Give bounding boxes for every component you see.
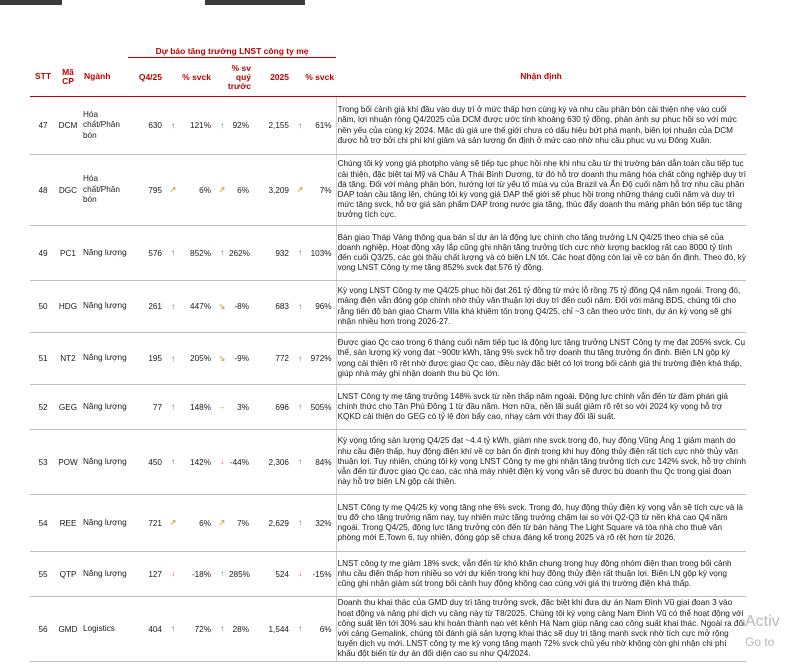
stt-cell: 56 bbox=[30, 597, 56, 662]
trend-indicator bbox=[166, 597, 180, 662]
stt-cell: 55 bbox=[30, 552, 56, 597]
col-yoy: % svck bbox=[166, 58, 215, 97]
profit-2025-cell: 1,544 bbox=[253, 597, 293, 662]
table-row bbox=[30, 226, 746, 281]
yoy-2025-cell: 32% bbox=[307, 495, 336, 552]
profit-2025-cell: 524 bbox=[253, 552, 293, 597]
trend-indicator bbox=[166, 333, 180, 385]
q4-profit-cell: 576 bbox=[128, 226, 166, 281]
comment-cell: Chúng tôi kỳ vọng giá photpho vàng sẽ tiếp tục phục hồi nhẹ khi nhu cầu từ thị trường bán dẫn toàn cầu tiếp tục cải thiện, đặc biệt tại Mỹ và Châu Á Thái Bình Dương, từ đó hỗ trợ doanh thu mảng hóa chất công nghiệp duy trì đà tăng. Đối với mảng phân bón, hướng lợi từ yếu tố mùa vụ của Brazil và Ấn Độ cuối năm hỗ trợ nhu cầu phân DAP toàn cầu tăng lên, chúng tôi kỳ vọng giá DAP thế giới sẽ phục hồi trong những tháng cuối năm và duy trì mức tăng svck, hỗ trợ giá sản phẩm DAP trong nước gia tăng, thúc đẩy doanh thu mảng phân bón tiếp tục tăng trưởng tích cực. bbox=[336, 155, 746, 226]
q4-profit-cell: 261 bbox=[128, 281, 166, 333]
arrow-down-icon: ↓ bbox=[297, 569, 303, 578]
col-2025: 2025 bbox=[253, 58, 293, 97]
arrow-right-icon: → bbox=[217, 402, 227, 411]
profit-2025-cell: 2,155 bbox=[253, 97, 293, 155]
sector-cell: Năng lượng bbox=[80, 430, 128, 495]
col-qoq: % sv quý trước bbox=[215, 58, 253, 97]
arrow-up-right-icon: ↗ bbox=[296, 185, 304, 194]
col-yoy2: % svck bbox=[293, 58, 336, 97]
arrow-up-icon: ↑ bbox=[297, 624, 303, 633]
yoy-2025-cell: 84% bbox=[307, 430, 336, 495]
arrow-up-icon: ↑ bbox=[170, 402, 176, 411]
trend-indicator bbox=[166, 155, 180, 226]
trend-indicator bbox=[293, 155, 307, 226]
qoq-cell: 285% bbox=[229, 552, 253, 597]
q4-profit-cell: 450 bbox=[128, 430, 166, 495]
ticker-cell: PC1 bbox=[56, 226, 80, 281]
trend-indicator bbox=[215, 155, 229, 226]
comment-cell: Được giao Qc cao trong 6 tháng cuối năm tiếp tục là động lực tăng trưởng LNST Công ty mẹ đạt 205% svck. Cụ thể, sản lượng kỳ vọng đạt ~900tr kWh, tăng 9% svck hỗ trợ doanh thu tăng trưởng ổn định. Biên LN gộp kỳ vọng cải thiện rõ rệt nhờ được giao Qc cao, điều này đặc biệt có lợi trong bối cảnh giá thị trường điện khá thấp, giúp nhà máy ghi nhận doanh thu bù Qc lớn. bbox=[336, 333, 746, 385]
arrow-up-right-icon: ↗ bbox=[218, 185, 226, 194]
trend-indicator bbox=[293, 552, 307, 597]
trend-indicator bbox=[166, 430, 180, 495]
q4-profit-cell: 77 bbox=[128, 385, 166, 430]
table-row bbox=[30, 155, 746, 226]
profit-2025-cell: 683 bbox=[253, 281, 293, 333]
arrow-up-icon: ↑ bbox=[219, 569, 225, 578]
stt-cell: 51 bbox=[30, 333, 56, 385]
trend-indicator bbox=[293, 430, 307, 495]
ticker-cell: NT2 bbox=[56, 333, 80, 385]
sector-cell: Năng lượng bbox=[80, 333, 128, 385]
comment-cell: Bàn giao Tháp Vàng thông qua bán sỉ dự án là động lực chính cho tăng trưởng LN Q4/25 theo chia sẻ của doanh nghiệp. Hoạt động xây lắp cũng ghi nhận tăng trưởng tích cực nhờ lượng backlog rất cao 8000 tỷ tính đến cuối Q3/25, các gói thầu chất lượng và có biên LN tốt. Các hoạt động còn lại về cơ bản ổn định. Theo đó, kỳ vọng LNST Công ty mẹ tăng 852% svck đạt 576 tỷ đồng. bbox=[336, 226, 746, 281]
windows-activation-watermark: Activ Go to bbox=[745, 613, 780, 649]
arrow-down-right-icon: ↘ bbox=[218, 353, 226, 363]
qoq-cell: 3% bbox=[229, 385, 253, 430]
q4-profit-cell: 795 bbox=[128, 155, 166, 226]
profit-2025-cell: 2,629 bbox=[253, 495, 293, 552]
yoy-2025-cell: -15% bbox=[307, 552, 336, 597]
qoq-cell: 7% bbox=[229, 495, 253, 552]
q4-profit-cell: 127 bbox=[128, 552, 166, 597]
qoq-cell: -9% bbox=[229, 333, 253, 385]
yoy-2025-cell: 7% bbox=[307, 155, 336, 226]
col-q4: Q4/25 bbox=[128, 58, 166, 97]
stt-cell: 50 bbox=[30, 281, 56, 333]
col-comment: Nhận định bbox=[336, 58, 746, 97]
trend-indicator bbox=[215, 226, 229, 281]
yoy-cell: 142% bbox=[180, 430, 215, 495]
sector-cell: Hóa chất/Phân bón bbox=[80, 97, 128, 155]
q4-profit-cell: 721 bbox=[128, 495, 166, 552]
arrow-down-right-icon: ↘ bbox=[218, 301, 226, 311]
trend-indicator bbox=[293, 597, 307, 662]
q4-profit-cell: 404 bbox=[128, 597, 166, 662]
comment-cell: LNST công ty mẹ giảm 18% svck, vẫn đến từ khó khăn chung trong huy động nhóm điện than trong bối cảnh nhu cầu điện thấp hơn nhiều so với dự kiến trong khi huy động thủy điện rất thuận lợi. Biên LN gộp kỳ vọng cũng ghi nhận giảm sút trong bối cảnh huy động không cao cùng với giá thị trường điện khá thấp. bbox=[336, 552, 746, 597]
stt-cell: 52 bbox=[30, 385, 56, 430]
trend-indicator bbox=[166, 385, 180, 430]
trend-indicator bbox=[293, 281, 307, 333]
stt-cell: 47 bbox=[30, 97, 56, 155]
yoy-cell: 852% bbox=[180, 226, 215, 281]
table-row bbox=[30, 281, 746, 333]
sector-cell: Năng lượng bbox=[80, 385, 128, 430]
trend-indicator bbox=[215, 597, 229, 662]
trend-indicator bbox=[166, 552, 180, 597]
stt-cell: 53 bbox=[30, 430, 56, 495]
yoy-cell: 6% bbox=[180, 495, 215, 552]
arrow-up-icon: ↑ bbox=[170, 120, 176, 130]
arrow-up-icon: ↑ bbox=[219, 624, 225, 633]
trend-indicator bbox=[215, 281, 229, 333]
arrow-down-icon: ↓ bbox=[219, 457, 225, 466]
qoq-cell: 92% bbox=[229, 97, 253, 155]
q4-profit-cell: 195 bbox=[128, 333, 166, 385]
arrow-up-icon: ↑ bbox=[170, 353, 176, 363]
arrow-up-right-icon: ↗ bbox=[218, 518, 226, 527]
trend-indicator bbox=[293, 97, 307, 155]
ticker-cell: QTP bbox=[56, 552, 80, 597]
profit-2025-cell: 772 bbox=[253, 333, 293, 385]
comment-cell: Kỳ vọng tổng sản lượng Q4/25 đạt ~4.4 tỷ kWh, giảm nhẹ svck trong đó, huy động Vũng Áng 1 giảm mạnh do nhu cầu điện thấp, huy động điện khí về cơ bản ổn định trong khi huy động thủy điện rất tích cực nhờ thủy văn thuận lợi. Tuy nhiên, chúng tôi kỳ vọng LNST Công ty mẹ ghi nhận tăng trưởng tích cực 142% svck, hỗ trợ chính vẫn đến từ được giao Qc cao, các nhà máy nhiệt điện kỳ vọng vẫn sẽ được bù doanh thu Qc trong giai đoạn này hỗ trợ biên LN gộp cải thiện. bbox=[336, 430, 746, 495]
arrow-up-icon: ↑ bbox=[297, 402, 303, 411]
arrow-up-icon: ↑ bbox=[219, 120, 225, 130]
table-row bbox=[30, 552, 746, 597]
arrow-up-icon: ↑ bbox=[170, 301, 176, 311]
sector-cell: Năng lượng bbox=[80, 281, 128, 333]
arrow-up-icon: ↑ bbox=[170, 457, 176, 466]
top-rule bbox=[0, 0, 791, 6]
table-row bbox=[30, 430, 746, 495]
profit-2025-cell: 3,209 bbox=[253, 155, 293, 226]
comment-cell: Doanh thu khai thác của GMD duy trì tăng trưởng svck, đặc biệt khi đưa dự án Nam Đình Vũ giai đoạn 3 vào hoạt động và nâng phí dịch vụ cảng này từ T8/2025. Chúng tôi kỳ vọng cảng Nam Đình Vũ có thể hoạt động với công suất lên tới 30% sau khi hoàn thành nạo vét kênh Hà Nam giúp nâng cao công suất khai thác. Ngoài ra đối với cảng Gemalink, chúng tôi đánh giá sản lượng khai thác sẽ duy trì tăng mạnh svck nhờ tích cực mở rộng tuyến dịch vụ mới. LNST công ty mẹ kỳ vọng tăng mạnh 72% svck chủ yếu nhờ không còn ghi nhận chi phí khấu đột biến từ dự án đổi diện cao su như Q4/2024. bbox=[336, 597, 746, 662]
arrow-up-right-icon: ↗ bbox=[169, 518, 177, 527]
table-row bbox=[30, 97, 746, 155]
trend-indicator bbox=[293, 385, 307, 430]
arrow-up-icon: ↑ bbox=[297, 120, 303, 130]
ticker-cell: GEG bbox=[56, 385, 80, 430]
arrow-up-icon: ↑ bbox=[297, 301, 303, 311]
trend-indicator bbox=[293, 333, 307, 385]
sector-cell: Logistics bbox=[80, 597, 128, 662]
yoy-2025-cell: 6% bbox=[307, 597, 336, 662]
yoy-cell: 121% bbox=[180, 97, 215, 155]
yoy-2025-cell: 505% bbox=[307, 385, 336, 430]
q4-profit-cell: 630 bbox=[128, 97, 166, 155]
col-sector: Ngành bbox=[80, 58, 128, 97]
qoq-cell: 262% bbox=[229, 226, 253, 281]
arrow-up-icon: ↑ bbox=[297, 248, 303, 257]
stt-cell: 49 bbox=[30, 226, 56, 281]
qoq-cell: -8% bbox=[229, 281, 253, 333]
yoy-2025-cell: 61% bbox=[307, 97, 336, 155]
yoy-cell: 6% bbox=[180, 155, 215, 226]
forecast-group-title: Dự báo tăng trưởng LNST công ty mẹ bbox=[128, 46, 336, 58]
qoq-cell: 6% bbox=[229, 155, 253, 226]
sector-cell: Năng lượng bbox=[80, 495, 128, 552]
profit-2025-cell: 2,306 bbox=[253, 430, 293, 495]
trend-indicator bbox=[166, 97, 180, 155]
trend-indicator bbox=[166, 281, 180, 333]
arrow-down-icon: ↓ bbox=[170, 569, 176, 578]
yoy-2025-cell: 103% bbox=[307, 226, 336, 281]
yoy-cell: 205% bbox=[180, 333, 215, 385]
yoy-2025-cell: 972% bbox=[307, 333, 336, 385]
ticker-cell: DCM bbox=[56, 97, 80, 155]
trend-indicator bbox=[166, 495, 180, 552]
arrow-up-icon: ↑ bbox=[170, 624, 176, 633]
trend-indicator bbox=[215, 97, 229, 155]
ticker-cell: REE bbox=[56, 495, 80, 552]
yoy-cell: 447% bbox=[180, 281, 215, 333]
qoq-cell: 28% bbox=[229, 597, 253, 662]
arrow-up-icon: ↑ bbox=[297, 353, 303, 363]
ticker-cell: GMD bbox=[56, 597, 80, 662]
comment-cell: LNST Công ty mẹ Q4/25 kỳ vọng tăng nhẹ 6% svck. Trong đó, huy động thủy điện kỳ vọng vẫn sẽ tích cực và là trụ đỡ cho tăng trưởng năm nay, tuy nhiên mức tăng trưởng chậm lại so với Q2-Q3 từ nền khá cao Q4 năm ngoái. Trong Q4/25, động lực tăng trưởng còn đến từ bán hàng The Light Square và tòa nhà cho thuê văn phòng mới E.Town 6, tuy nhiên, đóng góp sẽ chưa đáng kể trong 2025 và rõ rệt hơn từ 2026. bbox=[336, 495, 746, 552]
stt-cell: 48 bbox=[30, 155, 56, 226]
ticker-cell: DGC bbox=[56, 155, 80, 226]
comment-cell: Trong bối cảnh giá khí đầu vào duy trì ở mức thấp hơn cùng kỳ và nhu cầu phân bón cải thiện nhẹ vào cuối năm, lợi nhuận ròng Q4/2025 của DCM được ước tính khoảng 630 tỷ đồng, phản ánh sự phục hồi so với mức nền yếu của cùng kỳ 2024. Mặc dù giá ure thế giới chưa có dấu hiệu bứt phá mạnh, biên lợi nhuận của DCM được hỗ trợ bởi chi phí khí giảm và sản lượng ổn định ở mức cao nhờ nhu cầu phục vụ vụ Đông Xuân. bbox=[336, 97, 746, 155]
qoq-cell: -44% bbox=[229, 430, 253, 495]
arrow-up-icon: ↑ bbox=[297, 518, 303, 527]
yoy-cell: 148% bbox=[180, 385, 215, 430]
trend-indicator bbox=[215, 430, 229, 495]
trend-indicator bbox=[293, 226, 307, 281]
table-row bbox=[30, 495, 746, 552]
comment-cell: LNST Công ty mẹ tăng trưởng 148% svck từ nền thấp năm ngoái. Động lực chính vẫn đến từ đàm phán giá chính thức cho Tân Phú Đông 1 từ đầu năm. Hơn nữa, nền lãi suất giảm rõ rệt so với 2024 kỳ vọng hỗ trợ KQKD cải thiện do GEG có tỷ lệ đòn bẩy cao, nhạy cảm với thay đổi lãi suất. bbox=[336, 385, 746, 430]
yoy-cell: -18% bbox=[180, 552, 215, 597]
yoy-cell: 72% bbox=[180, 597, 215, 662]
forecast-table bbox=[30, 46, 746, 662]
stt-cell: 54 bbox=[30, 495, 56, 552]
profit-2025-cell: 696 bbox=[253, 385, 293, 430]
yoy-2025-cell: 96% bbox=[307, 281, 336, 333]
sector-cell: Hóa chất/Phân bón bbox=[80, 155, 128, 226]
ticker-cell: HDG bbox=[56, 281, 80, 333]
trend-indicator bbox=[166, 226, 180, 281]
arrow-up-right-icon: ↗ bbox=[169, 185, 177, 194]
table-row bbox=[30, 597, 746, 662]
trend-indicator bbox=[215, 385, 229, 430]
arrow-up-icon: ↑ bbox=[297, 457, 303, 466]
ticker-cell: POW bbox=[56, 430, 80, 495]
trend-indicator bbox=[215, 552, 229, 597]
trend-indicator bbox=[215, 495, 229, 552]
profit-2025-cell: 932 bbox=[253, 226, 293, 281]
sector-cell: Năng lượng bbox=[80, 226, 128, 281]
col-code: Mã CP bbox=[56, 58, 80, 97]
trend-indicator bbox=[293, 495, 307, 552]
table-row bbox=[30, 333, 746, 385]
table-row bbox=[30, 385, 746, 430]
trend-indicator bbox=[215, 333, 229, 385]
arrow-up-icon: ↑ bbox=[219, 248, 225, 257]
sector-cell: Năng lượng bbox=[80, 552, 128, 597]
arrow-up-icon: ↑ bbox=[170, 248, 176, 257]
col-stt: STT bbox=[30, 58, 56, 97]
comment-cell: Kỳ vọng LNST Công ty mẹ Q4/25 phục hồi đạt 261 tỷ đồng từ mức lỗ rồng 75 tỷ đồng Q4 năm ngoái. Trong đó, mảng điện vẫn đóng góp chính nhờ thủy văn thuận lợi duy trì đến cuối năm. Đối với mảng BDS, chúng tôi cho rằng tiến độ bàn giao Charm Villa khá khiêm tốn trong Q4/25, chỉ ~3 căn theo ước tính, dự án kỳ vọng sẽ ghi nhận nhiều hơn trong 2026-27. bbox=[336, 281, 746, 333]
